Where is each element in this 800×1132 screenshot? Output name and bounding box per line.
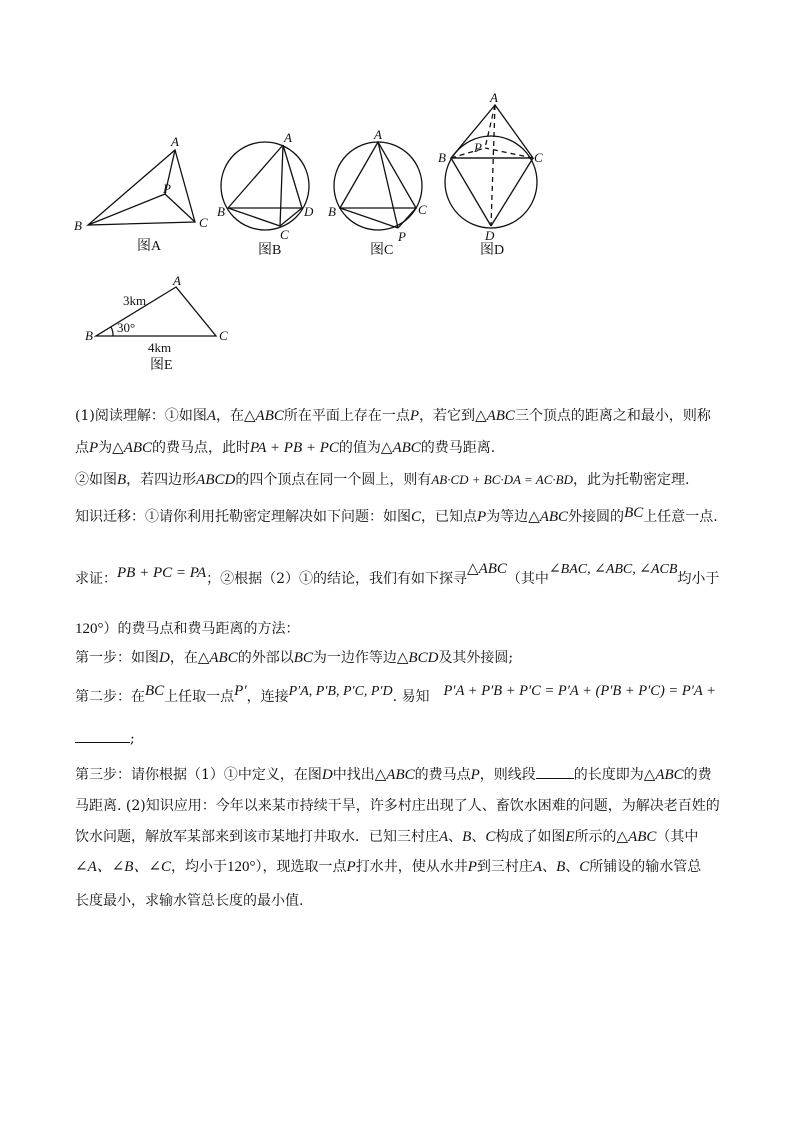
fig-d-point-b: B xyxy=(438,150,446,165)
fig-c-point-a: A xyxy=(374,127,382,142)
fig-a-point-a: A xyxy=(171,134,179,149)
fig-d-point-p: P xyxy=(474,140,482,155)
fig-d-point-c: C xyxy=(534,150,543,165)
figure-d xyxy=(438,90,543,258)
para-application-2: 饮水问题，解放军某部来到该市某地打井取水．已知三村庄A、B、C构成了如图E所示的△ABC（其中 xyxy=(75,829,699,845)
fig-b-point-d: D xyxy=(304,204,314,219)
fig-c-point-p: P xyxy=(398,229,406,244)
para-5: 120°）的费马点和费马距离的方法： xyxy=(75,621,300,637)
fig-e-side-ab: 3km xyxy=(123,293,147,308)
fig-e-label: 图E xyxy=(150,358,173,373)
figure-a xyxy=(74,134,208,254)
figure-e xyxy=(85,273,228,373)
step-2-blank-line: ; xyxy=(75,730,135,747)
fig-e-point-b: B xyxy=(85,328,93,343)
fig-e-angle: 30° xyxy=(117,320,136,335)
fig-a-label: 图A xyxy=(137,239,162,254)
para-1-line-1: (1)阅读理解：①如图A，在△ABC所在平面上存在一点P，若它到△ABC三个顶点的距离之和最小，则称 xyxy=(75,408,711,424)
fig-c-point-b: B xyxy=(328,204,336,219)
para-application-4: 长度最小，求输水管总长度的最小值. xyxy=(75,893,304,909)
fig-d-point-a: A xyxy=(490,90,498,105)
fig-e-side-bc: 4km xyxy=(148,340,172,355)
fig-b-point-b: B xyxy=(217,204,225,219)
fig-d-label: 图D xyxy=(480,243,505,258)
fig-b-label: 图B xyxy=(258,243,282,258)
para-4: 求证：PB + PC = PA；②根据（2）①的结论，我们有如下探寻△ABC（其中∠BAC, ∠ABC, ∠ACB均小于 xyxy=(75,561,720,587)
para-application-3: ∠A、∠B、∠C，均小于120°），现选取一点P打水井，使从水井P到三村庄A、B、C所铺设的输水管总 xyxy=(75,859,702,875)
figures-svg xyxy=(0,0,800,380)
answer-blank-2[interactable] xyxy=(536,764,574,779)
para-2: ②如图B，若四边形ABCD的四个顶点在同一个圆上，则有AB·CD + BC·DA = AC·BD，此为托勒密定理. xyxy=(75,472,690,488)
fig-b-point-c: C xyxy=(280,227,289,242)
step-3: 第三步：请你根据（1）①中定义，在图D中找出△ABC的费马点P，则线段 的长度即为△ABC的费 xyxy=(75,764,712,784)
fig-c-point-c: C xyxy=(418,202,427,217)
step-2: 第二步：在BC上任取一点P′，连接P′A, P′B, P′C, P′D. 易知 P′A + P′B + P′C = P′A + (P′B + P′C) = P′A + xyxy=(75,683,716,705)
fig-d-point-d: D xyxy=(485,228,495,243)
fig-e-point-c: C xyxy=(219,328,228,343)
fig-e-point-a: A xyxy=(173,273,181,288)
fig-b-point-a: A xyxy=(284,130,292,145)
answer-blank-1[interactable] xyxy=(75,730,130,743)
fig-a-point-p: P xyxy=(163,181,171,196)
figure-c xyxy=(328,127,427,258)
fig-a-point-b: B xyxy=(74,218,82,233)
step-1: 第一步：如图D，在△ABC的外部以BC为一边作等边△BCD及其外接圆; xyxy=(75,650,514,666)
para-3: 知识迁移：①请你利用托勒密定理解决如下问题：如图C，已知点P为等边△ABC外接圆的BC上任意一点. xyxy=(75,505,718,525)
para-1-line-2: 点P为△ABC的费马点，此时PA + PB + PC的值为△ABC的费马距离. xyxy=(75,440,496,456)
fig-c-label: 图C xyxy=(370,243,394,258)
para-application-1: 马距离. (2)知识应用：今年以来某市持续干旱，许多村庄出现了人、畜饮水困难的问题，为解决老百姓的 xyxy=(75,798,720,814)
figure-b xyxy=(217,130,314,258)
fig-a-point-c: C xyxy=(199,215,208,230)
